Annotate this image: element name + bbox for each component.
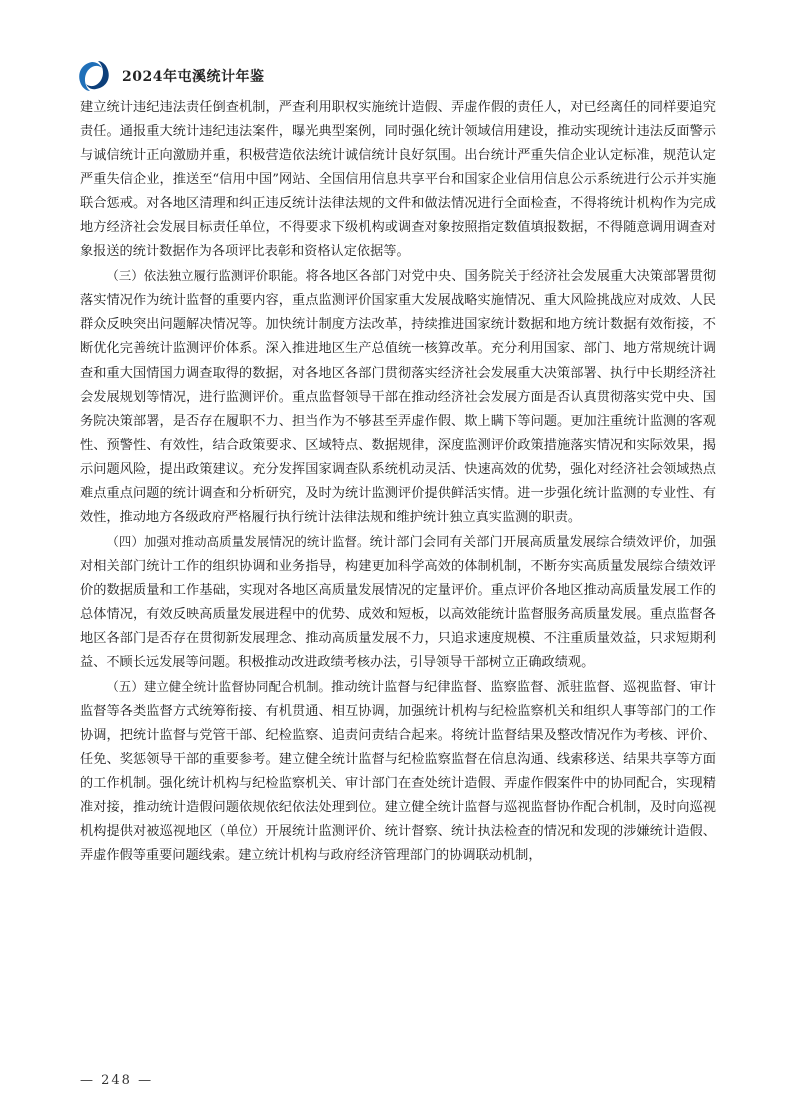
paragraph-text: 建立统计违纪违法责任倒查机制，严查利用职权实施统计造假、弄虚作假的责任人，对已经离任的同样要追究责任。通报重大统计违纪违法案件，曝光典型案例，同时强化统计领域信用建设，推动实现统计违法反面警示与诚信统计正向激励并重，积极营造依法统计诚信统计良好氛围。出台统计严重失信企业认定标准，规范认定严重失信企业，推送至“信用中国”网站、全国信用信息共享平台和国家企业信用信息公示系统进行公示并实施联合惩戒。对各地区清理和纠正违反统计法律法规的文件和做法情况进行全面检查，不得将统计机构作为完成地方经济社会发展目标责任单位，不得要求下级机构或调查对象按照指定数值填报数据，不得随意调用调查对象报送的统计数据作为各项评比表彰和资格认定依据等。: [80, 100, 716, 260]
section-heading: （五）建立健全统计监督协同配合机制。: [106, 679, 332, 695]
paragraph-section-5: [80, 675, 716, 868]
paragraph-text: 推动统计监督与纪律监督、监察监督、派驻监督、巡视监督、审计监督等各类监督方式统筹衔接、有机贯通、相互协调，加强统计机构与纪检监察机关和组织人事等部门的工作协调，把统计监督与党管干部、纪检监察、追责问责结合起来。将统计监督结果及整改情况作为考核、评价、任免、奖惩领导干部的重要参考。建立健全统计监督与纪检监察监督在信息沟通、线索移送、结果共享等方面的工作机制。强化统计机构与纪检监察机关、审计部门在查处统计造假、弄虚作假案件中的协同配合，实现精准对接，推动统计造假问题依规依纪依法处理到位。建立健全统计监督与巡视监督协作配合机制，及时向巡视机构提供对被巡视地区（单位）开展统计监测评价、统计督察、统计执法检查的情况和发现的涉嫌统计造假、弄虚作假等重要问题线索。建立统计机构与政府经济管理部门的协调联动机制，: [80, 680, 717, 864]
page-header: [74, 58, 264, 94]
page-number: — 248 —: [80, 1073, 154, 1088]
paragraph-section-3: [80, 264, 716, 530]
page-body: [80, 96, 716, 869]
yearbook-logo-icon: [74, 58, 114, 94]
paragraph-continuation: [80, 96, 716, 264]
yearbook-title: 2024年屯溪统计年鉴: [122, 69, 265, 85]
section-heading: （四）加强对推动高质量发展情况的统计监督。: [106, 533, 370, 549]
paragraph-section-4: [80, 530, 716, 675]
paragraph-text: 将各地区各部门对党中央、国务院关于经济社会发展重大决策部署贯彻落实情况作为统计监督的重要内容，重点监测评价国家重大发展战略实施情况、重大风险挑战应对成效、人民群众反映突出问题解决情况等。加快统计制度方法改革，持续推进国家统计数据和地方统计数据有效衔接，不断优化完善统计监测评价体系。深入推进地区生产总值统一核算改革。充分利用国家、部门、地方常规统计调查和重大国情国力调查取得的数据，对各地区各部门贯彻落实经济社会发展重大决策部署、执行中长期经济社会发展规划等情况，进行监测评价。重点监督领导干部在推动经济社会发展方面是否认真贯彻落实党中央、国务院决策部署，是否存在履职不力、担当作为不够甚至弄虚作假、欺上瞒下等问题。更加注重统计监测的客观性、预警性、有效性，结合政策要求、区域特点、数据规律，深度监测评价政策措施落实情况和实际效果，揭示问题风险，提出政策建议。充分发挥国家调查队系统机动灵活、快速高效的优势，强化对经济社会领域热点难点重点问题的统计调查和分析研究，及时为统计监测评价提供鲜活实情。进一步强化统计监测的专业性、有效性，推动地方各级政府严格履行执行统计法律法规和维护统计独立真实监测的职责。: [80, 269, 717, 525]
section-heading: （三）依法独立履行监测评价职能。: [106, 268, 306, 284]
paragraph-text: 统计部门会同有关部门开展高质量发展综合绩效评价，加强对相关部门统计工作的组织协调和业务指导，构建更加科学高效的体制机制，不断夯实高质量发展综合绩效评价的数据质量和工作基础，实现对各地区高质量发展情况的定量评价。重点评价各地区推动高质量发展工作的总体情况，有效反映高质量发展进程中的优势、成效和短板，以高效能统计监督服务高质量发展。重点监督各地区各部门是否存在贯彻新发展理念、推动高质量发展不力，只追求速度规模、不注重质量效益，只求短期利益、不顾长远发展等问题。积极推动改进政绩考核办法，引导领导干部树立正确政绩观。: [80, 534, 717, 671]
